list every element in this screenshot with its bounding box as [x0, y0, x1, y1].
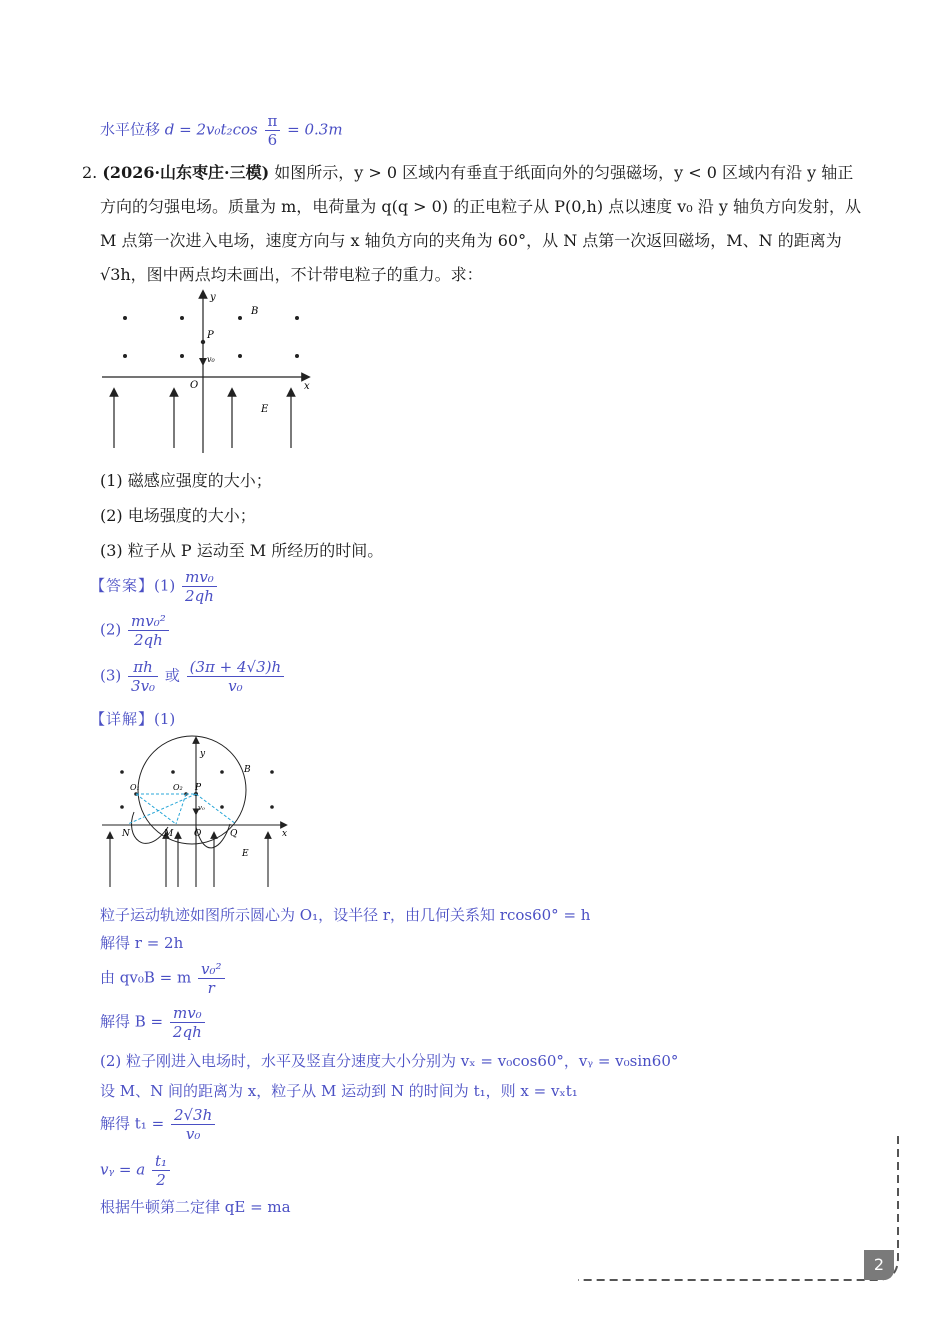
question-number: 2. — [82, 163, 98, 182]
question-line-1: 2. (2026·山东枣庄·三模) 如图所示，y > 0 区域内有垂直于纸面向外的匀强磁场，y < 0 区域内有沿 y 轴正 — [82, 163, 854, 182]
detail-tag: 【详解】 — [90, 710, 155, 728]
label-p: P — [207, 330, 214, 341]
label-b: B — [244, 765, 251, 775]
top-answer-result: = 0.3m — [287, 120, 343, 139]
label-e: E — [261, 404, 269, 415]
sub-question-2: (2) 电场强度的大小； — [100, 506, 256, 525]
label-y: y — [200, 749, 206, 759]
label-o: O — [190, 380, 199, 391]
answer-3: (3) $\frac{\pi h}{\text{3v₀}}$ 或 $\frac{(3\pi + 4√3)h}{\text{v₀}}$ — [100, 658, 286, 695]
solution-step-5: (2) 粒子刚进入电场时，水平及竖直分速度大小分别为 vₓ = v₀cos60°，vᵧ = v₀sin60° — [100, 1052, 679, 1070]
sub-question-1: (1) 磁感应强度的大小； — [100, 471, 272, 490]
top-answer-line — [100, 112, 343, 149]
answer-tag: 【答案】 — [90, 576, 155, 595]
answer-1: 【答案】(1) $\frac{\text{mv₀}}{2qh}$ — [90, 568, 219, 605]
solution-step-9: 根据牛顿第二定律 qE = ma — [100, 1198, 291, 1216]
trajectory-loop-left — [132, 812, 168, 843]
question-line-3: M 点第一次进入电场，速度方向与 x 轴负方向的夹角为 60°，从 N 点第一次返回磁场，M、N 的距离为 — [100, 231, 842, 250]
top-answer-fraction: $\frac{\pi}{6}$ — [265, 112, 281, 149]
page-corner-decoration — [570, 1130, 910, 1290]
solution-step-2: 解得 r = 2h — [100, 934, 184, 952]
solution-step-1: 粒子运动轨迹如图所示圆心为 O₁，设半径 r，由几何关系知 rcos60° = h — [100, 906, 591, 924]
label-e: E — [242, 849, 249, 859]
detail-heading: 【详解】(1) — [90, 710, 176, 728]
solution-step-8: vᵧ = a $\frac{\text{t₁}}{2}$ — [100, 1152, 172, 1189]
geometry-lines — [128, 794, 236, 824]
solution-step-6: 设 M、N 间的距离为 x，粒子从 M 运动到 N 的时间为 t₁，则 x = vₓt₁ — [100, 1082, 578, 1100]
label-y: y — [210, 292, 216, 303]
top-answer-formula: d = 2v₀t₂cos — [164, 120, 258, 139]
label-n: N — [122, 829, 130, 839]
question-line-4: √3h，图中两点均未画出，不计带电粒子的重力。求： — [100, 265, 483, 284]
label-m: M — [164, 829, 174, 839]
label-o1: O₁ — [130, 783, 140, 792]
label-q: Q — [230, 829, 238, 839]
solution-step-4: 解得 B = $\frac{\text{mv₀}}{2qh}$ — [100, 1004, 207, 1041]
e-field-arrows — [110, 835, 268, 887]
top-answer-prefix: 水平位移 — [100, 120, 161, 139]
label-o: O — [194, 829, 202, 839]
label-o2: O₂ — [173, 783, 183, 792]
answer-2: (2) $\frac{\text{mv₀²}}{2qh}$ — [100, 612, 171, 649]
solution-step-7: 解得 t₁ = $\frac{2√3h}{\text{v₀}}$ — [100, 1106, 217, 1143]
page-number-badge: 2 — [864, 1250, 894, 1280]
label-b: B — [251, 306, 259, 317]
label-v0: v₀ — [198, 804, 205, 812]
solution-step-3: 由 qv₀B = m $\frac{\text{v₀²}}{r}$ — [100, 960, 227, 997]
question-figure — [96, 288, 316, 458]
question-line-2: 方向的匀强电场。质量为 m，电荷量为 q(q > 0) 的正电粒子从 P(0,h) 点以速度 v₀ 沿 y 轴负方向发射，从 — [100, 197, 861, 216]
label-x: x — [282, 829, 288, 839]
label-x: x — [304, 381, 310, 392]
label-v0: v₀ — [207, 355, 215, 364]
point-p — [201, 340, 205, 344]
solution-figure — [96, 732, 296, 892]
question-source: (2026·山东枣庄·三模) — [102, 163, 270, 182]
sub-question-3: (3) 粒子从 P 运动至 M 所经历的时间。 — [100, 541, 384, 560]
label-p: P — [195, 783, 202, 793]
trajectory-circle — [138, 736, 246, 844]
